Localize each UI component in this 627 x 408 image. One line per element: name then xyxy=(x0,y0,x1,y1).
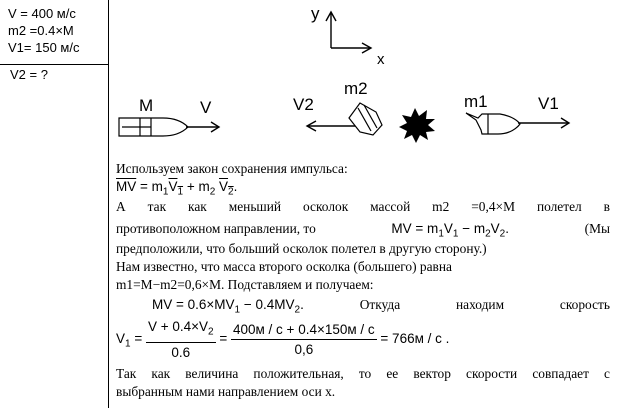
text-line-4a: противоположном направлении, то xyxy=(116,221,316,236)
text-line-6: Нам известно, что масса второго осколка (большего) равна xyxy=(116,259,452,274)
text-line-8a: Откуда xyxy=(359,297,401,312)
text-line-7: m1=M−m2=0,6×M. Подставляем и получаем: xyxy=(116,277,374,292)
text-line-11: выбранным нами направлением оси x. xyxy=(116,384,336,399)
text-line-4b: (Мы xyxy=(584,221,610,236)
eq1-m1: m xyxy=(151,179,163,194)
small-fragment-velocity-label: V2 xyxy=(293,95,314,114)
small-fragment-mass-label: m2 xyxy=(344,79,368,98)
projectile-mass-label: M xyxy=(139,96,154,115)
eq1-m2-sub: 2 xyxy=(209,186,216,198)
projectile-velocity-label: V xyxy=(200,98,212,117)
fraction-symbolic: $\frac{V + 0.4\times V_2}{0.6}$ xyxy=(147,319,214,360)
eq1-v1: V xyxy=(168,179,178,194)
eq1-m2: m xyxy=(198,179,210,194)
equation-projection: MV = $m_1V_1 - m_2V_2$. xyxy=(391,221,509,240)
equation-v1-result: $V_1$ = $\frac{V + 0.4\times V_2}{0.6}$ = $\frac{400м / с + 0.4\times 150м / с}{0,6}$ = 766м / с . xyxy=(116,319,450,360)
axes-arrows xyxy=(326,12,371,53)
result-value: = 766м / с . xyxy=(380,330,450,346)
equation-substituted: MV = $0.6\times MV_1 - 0.4MV_2$. xyxy=(152,297,304,316)
text-line-10: Так как величина положительная, то ее вектор скорости совпадает с xyxy=(116,366,610,381)
projectile-icon xyxy=(119,118,188,136)
axis-x-label: x xyxy=(377,51,385,68)
explosion-icon xyxy=(399,108,435,143)
large-fragment-velocity-label: V1 xyxy=(538,94,559,113)
eq1-m1-sub: 1 xyxy=(162,186,169,198)
eq1-v2-sub: 2 xyxy=(228,186,234,198)
eq1-lhs: $\overline{MV}$ xyxy=(116,179,137,194)
given-line-v1: V1= 150 м/с xyxy=(8,40,80,55)
text-line-8c: скорость xyxy=(559,297,610,312)
small-fragment-velocity-arrow xyxy=(307,121,358,131)
text-line-5: предположили, что больший осколок полетел в другую сторону.) xyxy=(116,241,487,256)
projectile-velocity-arrow xyxy=(186,122,219,132)
text-line-1: Используем закон сохранения импульса: xyxy=(116,161,348,176)
text-line-8b: находим xyxy=(455,297,505,312)
eq1-v2: V xyxy=(219,179,229,194)
large-fragment-mass-label: m1 xyxy=(464,92,488,111)
fraction-numeric: $\frac{400м / с + 0.4\times 150м / с}{0,6}$ xyxy=(233,321,375,357)
find-line: V2 = ? xyxy=(10,67,48,82)
given-line-v: V = 400 м/с xyxy=(8,6,76,21)
large-fragment-velocity-arrow xyxy=(518,118,569,128)
text-line-8 xyxy=(152,296,610,319)
small-fragment-icon xyxy=(349,103,382,135)
given-line-m2: m2 =0.4×M xyxy=(8,23,74,38)
eq1-v1-sub: 1 xyxy=(177,186,184,198)
text-line-3: А так как меньший осколок массой m2 =0,4×M полетел в xyxy=(116,199,610,214)
equation-momentum: $\overline{MV} = m_1V_1 + m_2$ $V_2$. xyxy=(116,179,238,198)
axis-y-label: y xyxy=(311,4,320,23)
large-fragment-icon xyxy=(466,113,520,134)
